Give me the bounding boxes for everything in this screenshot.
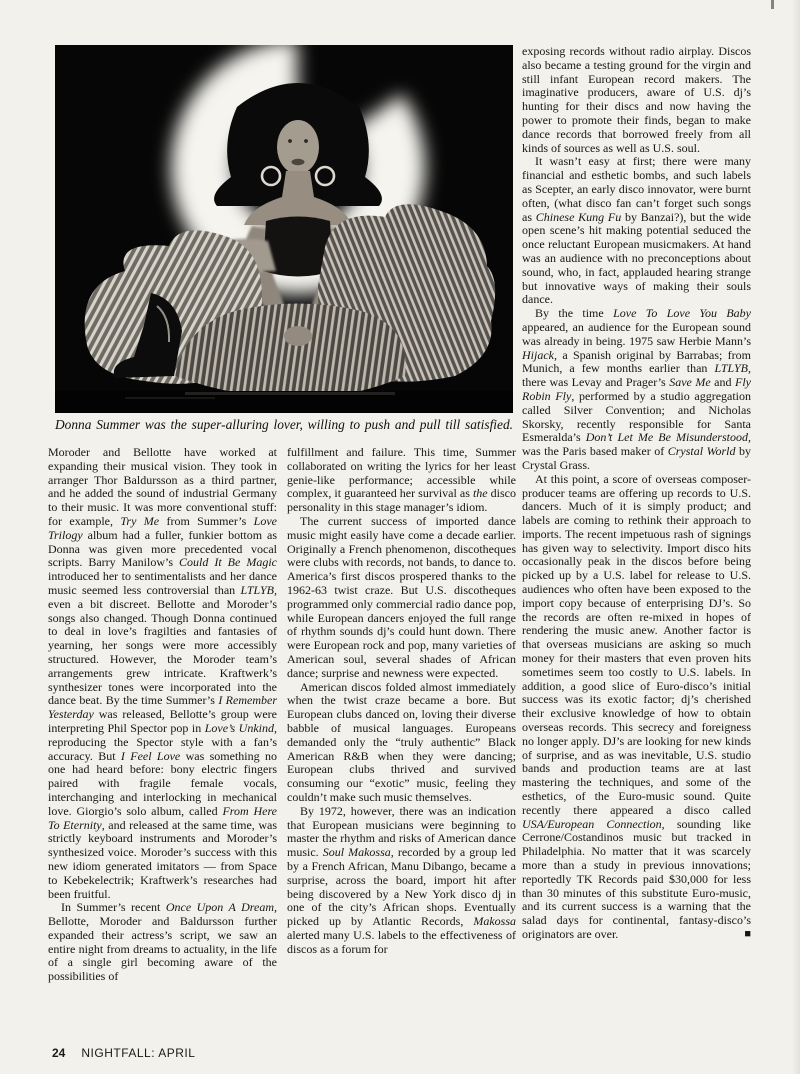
article-paragraph: The current success of imported dance music might easily have come a decade earlier. Originally a French phenomenon, discotheques were clubs with records, not bands, to dance to. America’s first discos prospered thanks to the 1962-63 twist craze. But U.S. discotheques programmed only commercial radio dance pop, while European dancers enjoyed the full range of rhythm sounds dj’s could hunt down. There were European rock and pop, many varieties of American soul, several shades of African dance; surprise and newness were expected. <box>287 513 516 680</box>
article-paragraph: It wasn’t easy at first; there were many financial and esthetic bombs, and such labels as Scepter, an early disco innovator, were burnt often, (what disco fan can’t forget such songs as Chinese Kung Fu by Banzai?), but the wide open scene’s hit making potential seduced the once reluctant European musicmakers. At hand was an audience with no preconceptions about sound, who, in fact, applauded hearing strange but innovative ways of making their souls dance. <box>522 154 751 307</box>
article-paragraph: By 1972, however, there was an indication that European musicians were beginning to master the rhythm and risks of American dance music. Soul Makossa, recorded by a group led by a French African, Manu Dibango, became a surprise, across the board, import hit after being discovered by a New York disco dj in one of the city’s African shops. Eventually picked up by Atlantic Records, Makossa alerted many U.S. labels to the effectiveness of discos as a forum for <box>287 803 517 956</box>
donna-summer-photo-illustration <box>55 45 513 413</box>
hands <box>284 326 312 346</box>
article-paragraph: exposing records without radio airplay. Discos also became a testing ground for the virgin and still infant European record makers. The imaginative producers, aware of U.S. dj’s hunting for their discs and now having the power to promote their finds, began to make dance records that borrowed freely from all kinds of sources as well as U.S. soul. <box>522 44 751 155</box>
article-paragraph: At this point, a score of overseas composer-producer teams are offering up records to U.S. dancers. Much of it is simply product; and labels are coming to rethink their approach to imports. The recent impetuous rash of signings has given way to selectivity. Import disco hits occasionally peak in the discos before being picked up by a U.S. label for release to U.S. audiences who often have been exposed to the import copy because of enterprising DJ’s. So the records are often re-mixed in hopes of rendering the music anew. Another factor is that overseas musicians are asking so much money for their masters that even proven hits sometimes seem too costly to U.S. labels. In addition, a good slice of Euro-disco’s initial success was its exotic factor; dj’s cherished their exclusive knowledge of how to obtain overseas records. This secrecy and foreigness no longer apply. DJ’s are looking for new kinds of surprise, and as was inevitable, U.S. studio bands and production teams are at last mastering the techniques, and some of the esthetics, of the Euro-music sound. Quite recently there appeared a disco called USA/European Connection, sounding like Cerrone/Costandinos music but tracked in Philadelphia. No matter that it was scarcely more than a study in previous innovations; reportedly TK Records paid $30,000 for less than 30 minutes of this substitute Euro-music, and its current success is a warning that the salad days for continental, fantasy-disco’s originators are over. ■ <box>522 471 751 941</box>
article-column-middle <box>287 446 516 956</box>
photo-block <box>55 45 513 433</box>
right-eye <box>304 139 308 143</box>
end-of-article-marker: ■ <box>744 928 751 940</box>
donna-summer-photo <box>55 45 513 413</box>
article-column-right <box>522 45 751 942</box>
print-registration-mark <box>771 0 774 9</box>
article-paragraph: In Summer’s recent Once Upon A Dream, Bellotte, Moroder and Baldursson further expanded their actress’s script, we saw an entire night from dreams to actuality, in the life of a single girl becoming aware of the possibilities of <box>48 900 277 984</box>
face <box>277 120 319 174</box>
article-column-left <box>48 446 277 984</box>
page-edge-shadow <box>792 0 800 1074</box>
lips <box>292 159 305 165</box>
left-eye <box>288 139 292 143</box>
floor-reflection-2 <box>125 397 215 399</box>
article-paragraph: Moroder and Bellotte have worked at expanding their musical vision. They took in arranger Thor Baldursson as a third partner, and he added the sound of industrial Germany to their music. It was more conventional stuff: for example, Try Me from Summer’s Love Trilogy album had a fuller, funkier bottom as Donna was given more precedented vocal scripts. Barry Manilow’s Could It Be Magic introduced her to sentimentalists and her dance music seemed less controversial than LTLYB, even a bit discreet. Bellotte and Moroder’s songs also changed. Though Donna continued to deal in love’s fragilties and fantasies of yearning, her songs were more accessibly structured. However, the Moroder team’s arrangements grew intricate. Kraftwerk’s synthesizer tones were incorporated into the dance beat. By the time Summer’s I Remember Yesterday was released, Bellotte’s group were interpreting Phil Spector pop in Love’s Unkind, reproducing the Spector style with a fan’s accuracy. But I Feel Love was something no one had heard before: bony electric fingers paired with fragile female vocals, interchanging and interlocking in mechanical love. Giorgio’s solo album, called From Here To Eternity, and released at the same time, was strictly keyboard instruments and Moroder’s synthesized voice. Moroder’s success with this new idiom generated imitators — from Space to Kebekelectrik; Kraftwerk’s researches had been fruitful. <box>48 445 278 901</box>
photo-caption: Donna Summer was the super-alluring lover, willing to push and pull till satisfied. <box>55 417 513 432</box>
article-paragraph: By the time Love To Love You Baby appeared, an audience for the European sound was already in being. 1975 saw Herbie Mann’s Hijack, a Spanish original by Barrabas; from Munich, a few months earlier than LTLYB, there was Levay and Prager’s Save Me and Fly Robin Fly, performed by a studio aggregation called Silver Convention; and Nicholas Skorsky, recently responsible for Santa Esmeralda’s Don’t Let Me Be Misunderstood, was the Paris based maker of Crystal World by Crystal Grass. <box>522 306 752 472</box>
article-paragraph: American discos folded almost immediately when the twist craze became a bore. But European clubs danced on, loving their diverse babble of musical languages. Europeans demanded only the “truly authentic” Black American R&B when they were dancing; European clubs thrived and survived consuming our “exotic” music, feeling they couldn’t make such music themselves. <box>287 679 516 804</box>
page-footer <box>52 1046 195 1060</box>
article-paragraph: fulfillment and failure. This time, Summer collaborated on writing the lyrics for her least genie-like performance; accessible while complex, it guaranteed her survival as the disco personality in this stage manager’s idiom. <box>287 445 516 515</box>
floor-reflection <box>185 392 395 395</box>
magazine-title: NIGHTFALL: APRIL <box>81 1046 196 1060</box>
page-number: 24 <box>52 1046 66 1060</box>
